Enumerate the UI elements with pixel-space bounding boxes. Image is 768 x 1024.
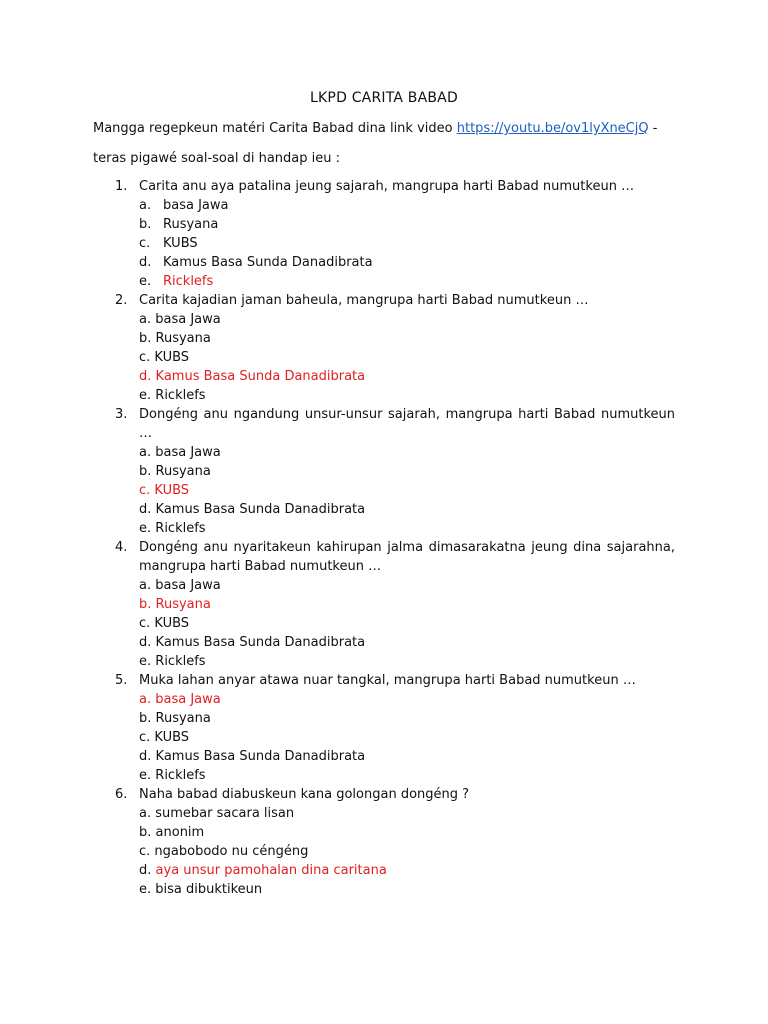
option-b (139, 215, 675, 234)
question-5 (93, 671, 675, 785)
option-letter: d. (139, 749, 152, 764)
question-text: Muka lahan anyar atawa nuar tangkal, mangrupa harti Babad numutkeun … (139, 673, 636, 688)
option-letter: c. (139, 350, 151, 365)
option-text: ngabobodo nu céngéng (154, 844, 309, 859)
question-number: 6. (115, 787, 128, 802)
option-text: Ricklefs (155, 768, 206, 783)
option-d (139, 500, 675, 519)
option-text: basa Jawa (155, 578, 221, 593)
option-text: Ricklefs (155, 388, 206, 403)
option-d (139, 747, 675, 766)
option-e (139, 519, 675, 538)
option-text: Ricklefs (155, 521, 206, 536)
option-text: Rusyana (163, 217, 219, 232)
option-letter: e. (139, 521, 152, 536)
option-letter: e. (139, 274, 152, 289)
option-letter: a. (139, 198, 152, 213)
option-c (139, 728, 675, 747)
option-e (139, 880, 675, 899)
option-text: KUBS (154, 616, 190, 631)
intro-line (93, 121, 657, 136)
option-letter: c. (139, 844, 151, 859)
option-list (139, 690, 675, 785)
option-text: Ricklefs (155, 654, 206, 669)
option-a (139, 576, 675, 595)
option-letter: b. (139, 217, 152, 232)
option-text: Kamus Basa Sunda Danadibrata (155, 635, 366, 650)
option-text: Rusyana (155, 331, 211, 346)
option-letter: b. (139, 825, 152, 840)
option-a-correct (139, 690, 675, 709)
option-text: basa Jawa (155, 692, 221, 707)
option-c (139, 842, 675, 861)
option-text: sumebar sacara lisan (155, 806, 295, 821)
option-d-correct (139, 367, 675, 386)
option-list (139, 196, 675, 291)
option-text: basa Jawa (155, 445, 221, 460)
intro-instruction: teras pigawé soal-soal di handap ieu : (93, 151, 340, 166)
question-3 (93, 405, 675, 538)
option-letter: b. (139, 597, 152, 612)
option-text: KUBS (154, 350, 190, 365)
option-text-correct: Ricklefs (163, 274, 214, 289)
option-letter: a. (139, 312, 152, 327)
option-c (139, 234, 675, 253)
option-letter: e. (139, 388, 152, 403)
question-number: 5. (115, 673, 128, 688)
question-list (93, 177, 675, 899)
option-c (139, 348, 675, 367)
question-6 (93, 785, 675, 899)
option-text: anonim (155, 825, 205, 840)
option-e (139, 386, 675, 405)
option-letter: d. (139, 863, 152, 878)
option-list (139, 310, 675, 405)
option-a (139, 443, 675, 462)
option-text: KUBS (154, 483, 190, 498)
option-text: Kamus Basa Sunda Danadibrata (155, 502, 366, 517)
option-text: Rusyana (155, 464, 211, 479)
option-letter: e. (139, 654, 152, 669)
option-b-correct (139, 595, 675, 614)
option-text-correct: aya unsur pamohalan dina caritana (155, 863, 387, 878)
option-letter: a. (139, 578, 152, 593)
question-text: Carita kajadian jaman baheula, mangrupa harti Babad numutkeun … (139, 293, 589, 308)
option-d (139, 633, 675, 652)
option-letter: d. (139, 369, 152, 384)
option-e (139, 272, 675, 291)
question-number: 2. (115, 293, 128, 308)
document-title: LKPD CARITA BABAD (310, 90, 458, 106)
option-text: Kamus Basa Sunda Danadibrata (163, 255, 373, 270)
question-text: Carita anu aya patalina jeung sajarah, mangrupa harti Babad numutkeun … (139, 179, 635, 194)
option-text: basa Jawa (163, 198, 229, 213)
option-letter: c. (139, 730, 151, 745)
option-text: basa Jawa (155, 312, 221, 327)
option-a (139, 196, 675, 215)
option-e (139, 652, 675, 671)
question-number: 3. (115, 407, 128, 422)
option-letter: a. (139, 445, 152, 460)
option-text: Rusyana (155, 597, 211, 612)
option-letter: c. (139, 236, 151, 251)
option-text: Rusyana (155, 711, 211, 726)
option-b (139, 709, 675, 728)
option-letter: c. (139, 616, 151, 631)
question-text: Dongéng anu nyaritakeun kahirupan jalma dimasarakatna jeung dina sajarahna, mangrupa harti Babad numutkeun … (139, 540, 675, 574)
option-letter: b. (139, 464, 152, 479)
option-text: KUBS (154, 730, 190, 745)
option-a (139, 310, 675, 329)
option-letter: b. (139, 711, 152, 726)
video-link[interactable]: https://youtu.be/ov1lyXneCjQ (456, 121, 649, 136)
option-letter: d. (139, 635, 152, 650)
intro-suffix: - (648, 121, 658, 136)
option-b (139, 823, 675, 842)
option-text: Kamus Basa Sunda Danadibrata (155, 749, 366, 764)
option-letter: b. (139, 331, 152, 346)
question-number: 1. (115, 179, 128, 194)
option-letter: a. (139, 806, 152, 821)
question-number: 4. (115, 540, 128, 555)
option-b (139, 329, 675, 348)
option-d (139, 861, 675, 880)
option-text: bisa dibuktikeun (155, 882, 263, 897)
question-4 (93, 538, 675, 671)
option-c (139, 614, 675, 633)
option-a (139, 804, 675, 823)
option-letter: d. (139, 502, 152, 517)
question-text: Dongéng anu ngandung unsur-unsur sajarah, mangrupa harti Babad numutkeun … (139, 407, 675, 441)
option-d (139, 253, 675, 272)
option-list (139, 443, 675, 538)
option-text: KUBS (163, 236, 198, 251)
question-2 (93, 291, 675, 405)
option-e (139, 766, 675, 785)
option-b (139, 462, 675, 481)
option-letter: e. (139, 768, 152, 783)
option-letter: d. (139, 255, 152, 270)
option-c-correct (139, 481, 675, 500)
question-1 (93, 177, 675, 291)
option-letter: e. (139, 882, 152, 897)
question-text: Naha babad diabuskeun kana golongan dongéng ? (139, 787, 470, 802)
option-letter: c. (139, 483, 151, 498)
option-list (139, 804, 675, 899)
option-text: Kamus Basa Sunda Danadibrata (155, 369, 366, 384)
option-letter: a. (139, 692, 152, 707)
intro-text: Mangga regepkeun matéri Carita Babad dina link video (93, 121, 457, 136)
option-list (139, 576, 675, 671)
